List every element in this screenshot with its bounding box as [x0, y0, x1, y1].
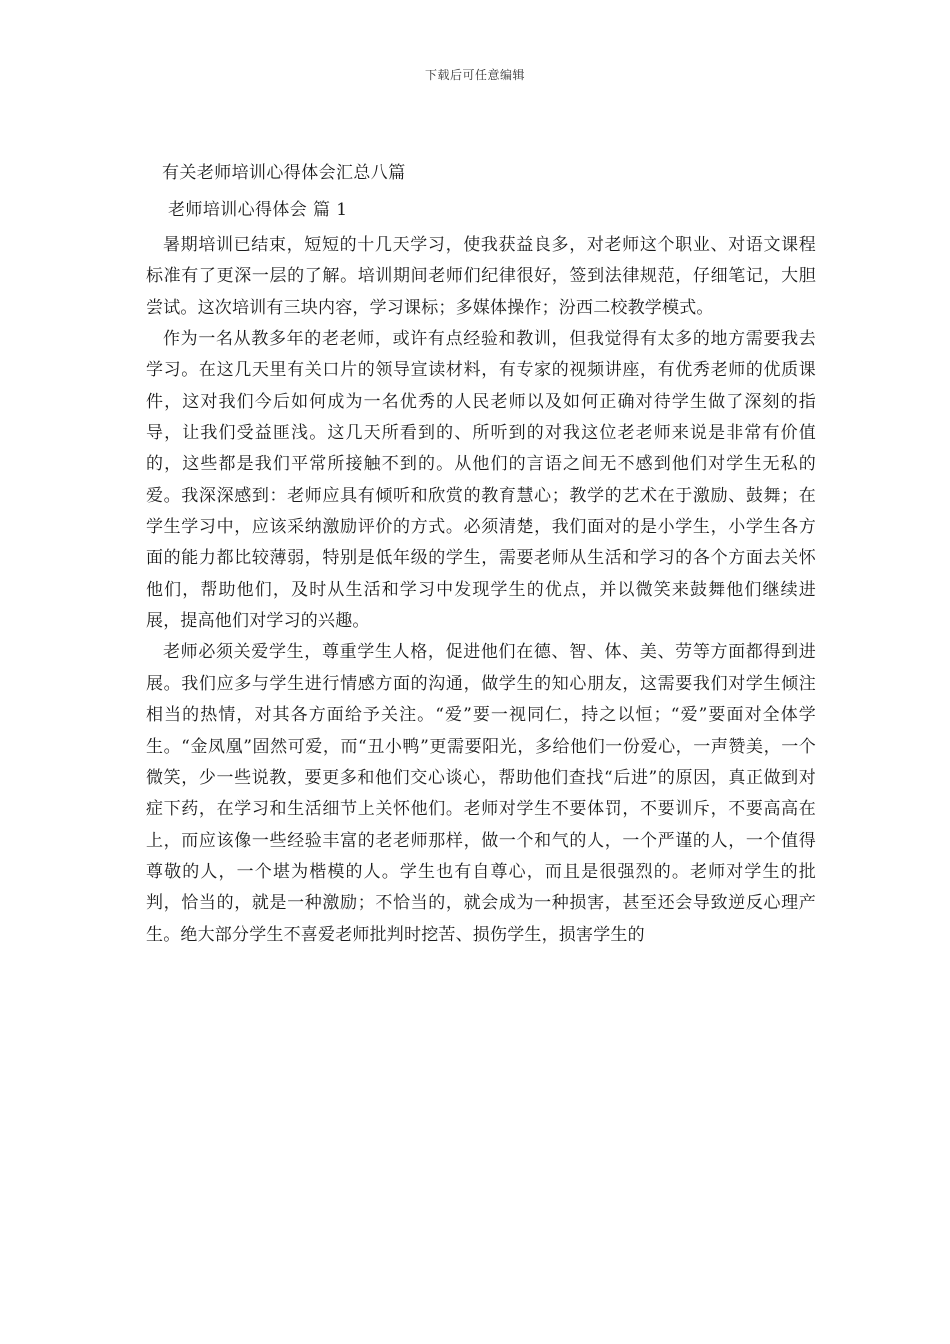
paragraph-2: 作为一名从教多年的老老师，或许有点经验和教训，但我觉得有太多的地方需要我去学习。在这几天里有关口片的领导宣读材料，有专家的视频讲座，有优秀老师的优质课件，这对我们今后如何成为一名优秀的人民老师以及如何正确对待学生做了深刻的指导，让我们受益匪浅。这几天所看到的、所听到的对我这位老老师来说是非常有价值的，这些都是我们平常所接触不到的。从他们的言语之间无不感到他们对学生无私的爱。我深深感到：老师应具有倾听和欣赏的教育慧心；教学的艺术在于激励、鼓舞；在学生学习中，应该采纳激励评价的方式。必须清楚，我们面对的是小学生，小学生各方面的能力都比较薄弱，特别是低年级的学生，需要老师从生活和学习的各个方面去关怀他们，帮助他们，及时从生活和学习中发现学生的优点，并以微笑来鼓舞他们继续进展，提高他们对学习的兴趣。 — [146, 329, 816, 632]
paragraph-1: 暑期培训已结束，短短的十几天学习，使我获益良多，对老师这个职业、对语文课程标准有了更深一层的了解。培训期间老师们纪律很好，签到法律规范，仔细笔记，大胆尝试。这次培训有三块内容，学习课标；多媒体操作；汾西二校教学模式。 — [146, 235, 816, 318]
page-header-note: 下载后可任意编辑 — [424, 68, 525, 82]
section-heading: 老师培训心得体会 篇 1 — [168, 200, 348, 220]
document-body — [146, 230, 816, 951]
document-title: 有关老师培训心得体会汇总八篇 — [162, 163, 406, 183]
paragraph-3: 老师必须关爱学生，尊重学生人格，促进他们在德、智、体、美、劳等方面都得到进展。我们应多与学生进行情感方面的沟通，做学生的知心朋友，这需要我们对学生倾注相当的热情，对其各方面给予关注。“爱”要一视同仁，持之以恒；“爱”要面对全体学生。“金凤凰”固然可爱，而“丑小鸭”更需要阳光，多给他们一份爱心，一声赞美，一个微笑，少一些说教，要更多和他们交心谈心，帮助他们查找“后进”的原因，真正做到对症下药，在学习和生活细节上关怀他们。老师对学生不要体罚，不要训斥，不要高高在上，而应该像一些经验丰富的老老师那样，做一个和气的人，一个严谨的人，一个值得尊敬的人，一个堪为楷模的人。学生也有自尊心，而且是很强烈的。老师对学生的批判，恰当的，就是一种激励；不恰当的，就会成为一种损害，甚至还会导致逆反心理产生。绝大部分学生不喜爱老师批判时挖苦、损伤学生，损害学生的 — [146, 642, 816, 945]
